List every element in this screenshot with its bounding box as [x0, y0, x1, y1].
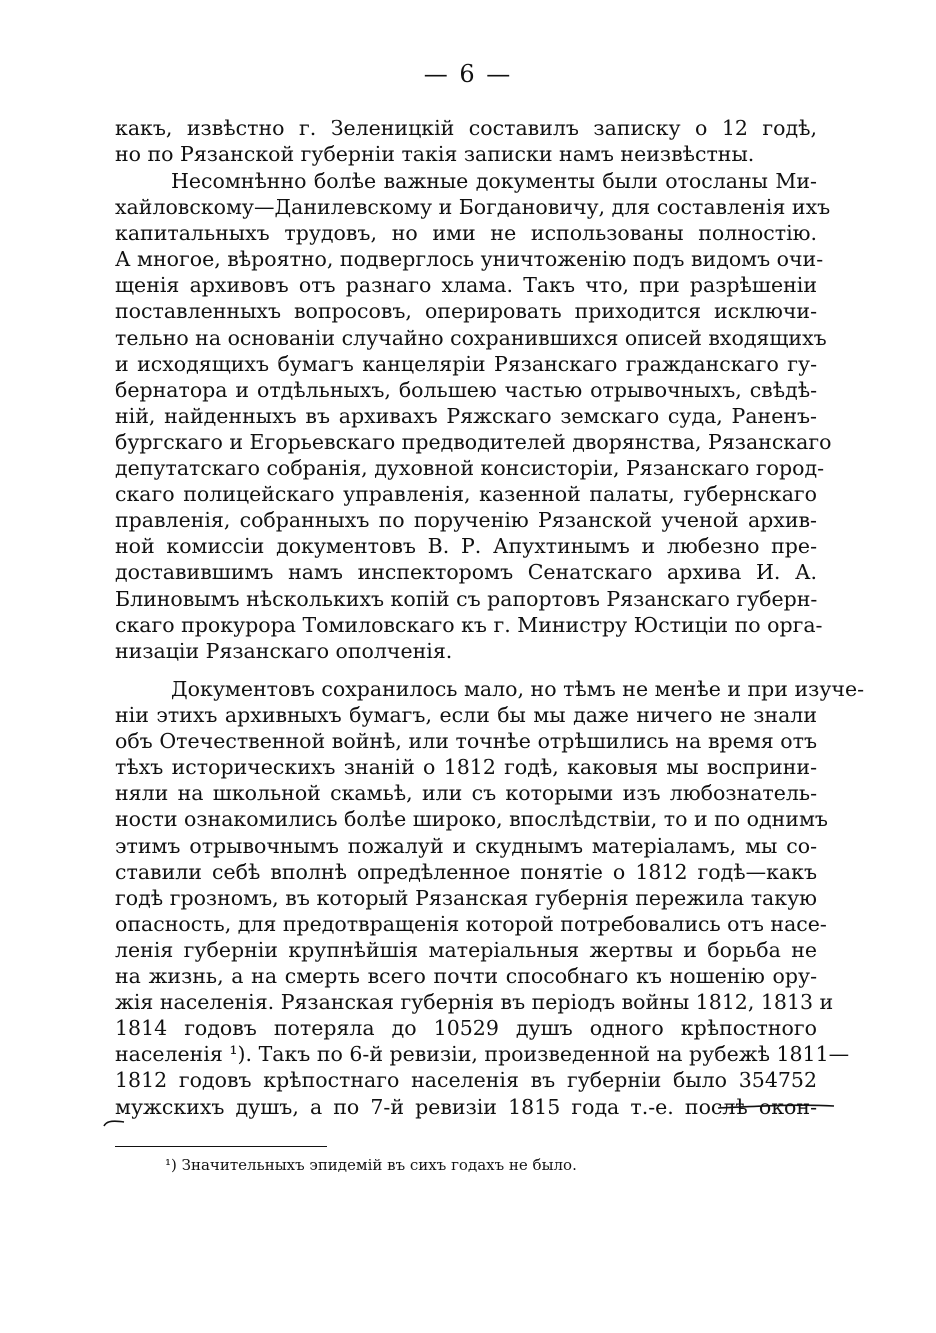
- text-line: бернатора и отдѣльныхъ, большею частью отрывочныхъ, свѣдѣ-: [115, 377, 817, 402]
- text-line: тельно на основаніи случайно сохранившихся описей входящихъ: [115, 325, 827, 350]
- text-line: годѣ грозномъ, въ который Рязанская губернія пережила такую: [115, 885, 817, 910]
- text-line: капитальныхъ трудовъ, но ими не использованы полностію.: [115, 221, 817, 246]
- text-line: ленія губерніи крупнѣйшія матеріальныя жертвы и борьба не: [115, 937, 817, 962]
- text-line: опасность, для предотвращенія которой потребовались отъ насе-: [115, 911, 827, 936]
- text-line: поставленныхъ вопросовъ, оперировать приходится исключи-: [115, 299, 817, 324]
- text-line: щенія архивовъ отъ разнаго хлама. Такъ что, при разрѣшеніи: [115, 273, 817, 298]
- footnote: ¹) Значительныхъ эпидемій въ сихъ годахъ не было.: [165, 1156, 577, 1174]
- text-line: Несомнѣнно болѣе важные документы были отосланы Ми-: [171, 169, 817, 193]
- text-line: ности ознакомились болѣе широко, впослѣдствіи, то и по однимъ: [115, 807, 828, 832]
- text-line: хайловскому—Данилевскому и Богдановичу, для составленія ихъ: [115, 195, 831, 220]
- text-line: низаціи Рязанскаго ополченія.: [115, 638, 453, 663]
- text-line: ставили себѣ вполнѣ опредѣленное понятіе о 1812 годѣ—какъ: [115, 859, 817, 884]
- text-line: и исходящихъ бумагъ канцеляріи Рязанскаго гражданскаго гу-: [115, 351, 817, 376]
- text-line: жія населенія. Рязанская губернія въ періодъ войны 1812, 1813 и: [115, 990, 834, 1015]
- text-line: тѣхъ историческихъ знаній о 1812 годѣ, каковыя мы восприни-: [115, 755, 817, 780]
- text-line: скаго прокурора Томиловскаго къ г. Министру Юстиціи по орга-: [115, 612, 823, 637]
- text-line: Блиновымъ нѣсколькихъ копій съ рапортовъ Рязанскаго губерн-: [115, 586, 818, 611]
- text-line: объ Отечественной войнѣ, или точнѣе отрѣшились на время отъ: [115, 729, 817, 754]
- text-line: депутатскаго собранія, духовной консисторіи, Рязанскаго город-: [115, 456, 825, 481]
- text-line: 1812 годовъ крѣпостнаго населенія въ губерніи было 354752: [115, 1068, 817, 1093]
- text-line: правленія, собранныхъ по порученію Рязанской ученой архив-: [115, 508, 817, 533]
- text-line: 1814 годовъ потеряла до 10529 душъ одного крѣпостного: [115, 1016, 817, 1041]
- paragraph-3: [115, 676, 865, 1120]
- text-line: мужскихъ душъ, а по 7-й ревизіи 1815 года т.-е. послѣ окон-: [115, 1094, 817, 1119]
- text-line: Документовъ сохранилось мало, но тѣмъ не менѣе и при изуче-: [171, 677, 865, 701]
- paragraph-2: [115, 168, 832, 664]
- text-line: ній, найденныхъ въ архивахъ Ряжскаго земскаго суда, Раненъ-: [115, 403, 817, 428]
- text-line: А многое, вѣроятно, подверглось уничтоженію подъ видомъ очи-: [115, 247, 824, 272]
- text-line: бургскаго и Егорьевскаго предводителей дворянства, Рязанскаго: [115, 429, 832, 454]
- text-line: этимъ отрывочнымъ пожалуй и скуднымъ матеріаламъ, мы со-: [115, 833, 817, 858]
- text-line: доставившимъ намъ инспекторомъ Сенатскаго архива И. А.: [115, 560, 817, 585]
- paragraph-1: [115, 115, 817, 167]
- text-line: ніи этихъ архивныхъ бумагъ, если бы мы даже ничего не знали: [115, 703, 817, 728]
- text-line: скаго полицейскаго управленія, казенной палаты, губернскаго: [115, 482, 817, 507]
- text-line: ной комиссіи документовъ В. Р. Апухтинымъ и любезно пре-: [115, 534, 817, 559]
- footnote-separator: [115, 1146, 327, 1147]
- text-line: населенія ¹). Такъ по 6-й ревизіи, произведенной на рубежѣ 1811—: [115, 1042, 850, 1067]
- text-line: няли на школьной скамьѣ, или съ которыми изъ любознатель-: [115, 781, 817, 806]
- text-line: на жизнь, а на смерть всего почти способнаго къ ношенію ору-: [115, 964, 817, 989]
- page-number: — 6 —: [423, 60, 513, 88]
- text-line: но по Рязанской губерніи такія записки намъ неизвѣстны.: [115, 142, 755, 167]
- text-line: какъ, извѣстно г. Зеленицкій составилъ записку о 12 годѣ,: [115, 116, 817, 140]
